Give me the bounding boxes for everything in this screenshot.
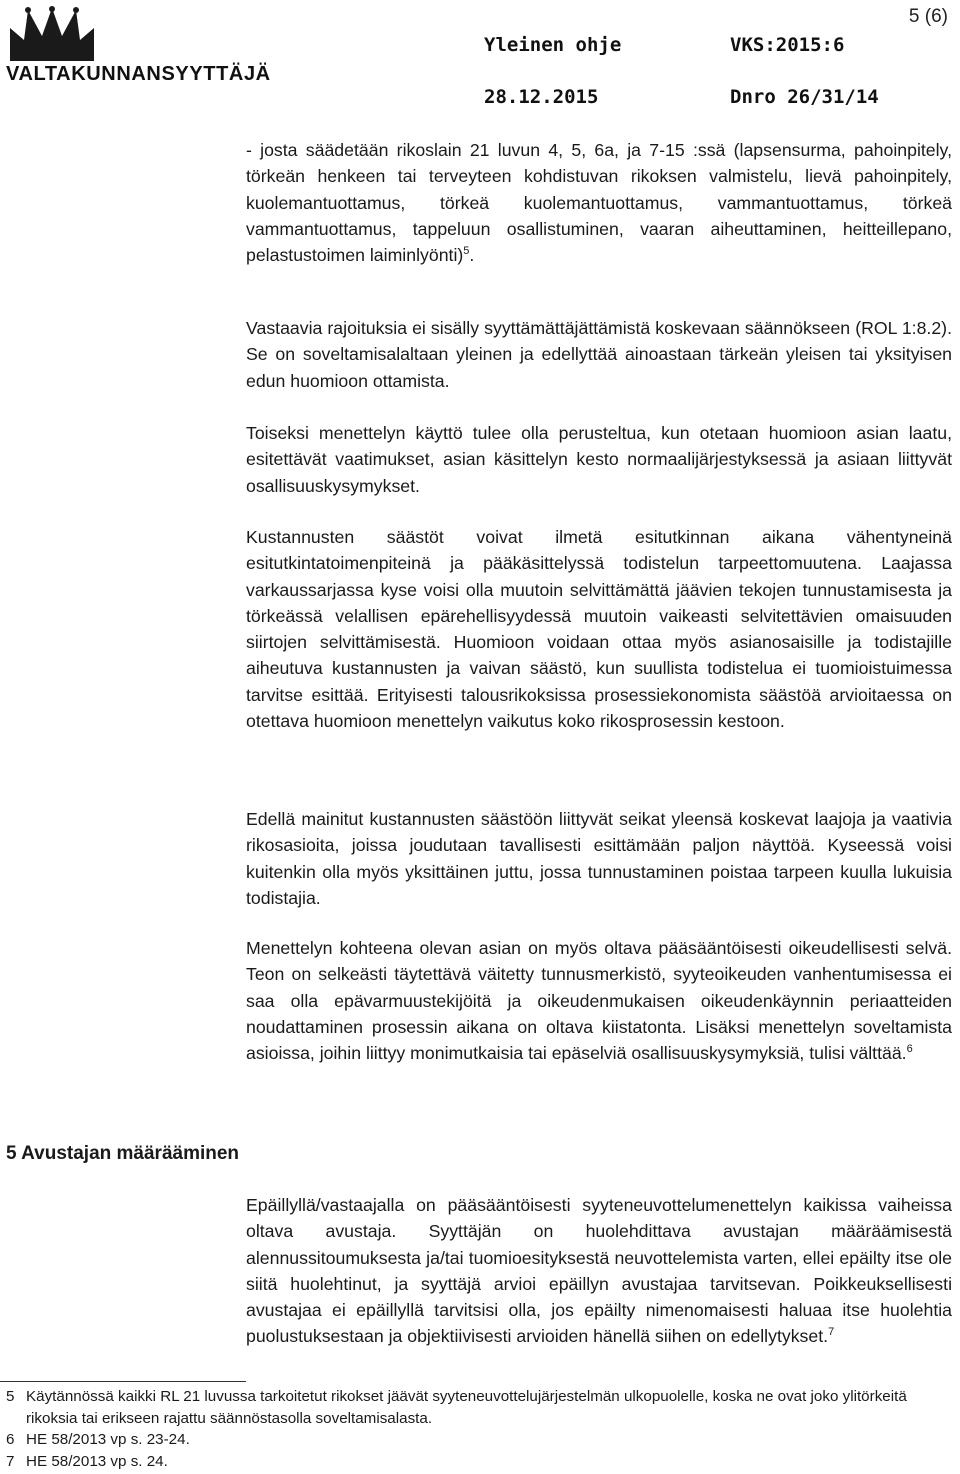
footnote-number: 5 bbox=[6, 1388, 15, 1405]
paragraph-counsel bbox=[246, 1192, 952, 1350]
footnote-ref: 7 bbox=[828, 1326, 835, 1339]
footnotes bbox=[6, 1386, 954, 1472]
footnote-ref: 5 bbox=[463, 245, 470, 258]
section-heading: 5 Avustajan määrääminen bbox=[6, 1143, 240, 1164]
footnote-text: HE 58/2013 vp s. 23-24. bbox=[26, 1431, 190, 1448]
paragraph-text: Menettelyn kohteena olevan asian on myös oltava pääsääntöisesti oikeudellisesti selvä. Teon on selkeästi täytettävä väitetty tunnusmerkistö, syyteoikeuden vanhentumisessa ei saa olla epävarmuustekijöitä ja oikeudenmukaisen oikeudenkäynnin periaatteiden noudattaminen prosessin aikana on oltava kiistatonta. Lisäksi menettelyn soveltamista asioissa, joihin liittyy monimutkaisia tai epäselviä osallisuuskysymyksiä, tulisi välttää. bbox=[246, 938, 952, 1064]
footnote-ref: 6 bbox=[906, 1043, 913, 1056]
paragraph-text: Vastaavia rajoituksia ei sisälly syyttämättäjättämistä koskevaan säännökseen (ROL 1:8.2). Se on soveltamisalaltaan yleinen ja edellyttää ainoastaan tärkeän yleisen tai yksityisen edun huomioon ottamista. bbox=[246, 318, 952, 391]
footnote-number: 6 bbox=[6, 1431, 15, 1448]
footnote-text: HE 58/2013 vp s. 24. bbox=[26, 1452, 168, 1470]
footnote-divider bbox=[0, 1381, 246, 1382]
organization-logo-text: VALTAKUNNANSYYTTÄJÄ bbox=[6, 63, 271, 85]
paragraph-text: Edellä mainitut kustannusten säästöön liittyvät seikat yleensä koskevat laajoja ja vaativia rikosasioita, joissa joudutaan tavallisesti esittämään paljon näyttöä. Kyseessä voisi kuitenkin olla myös yksittäinen juttu, jossa tunnustaminen poistaa tarpeen kuulla lukuisia todistajia. bbox=[246, 809, 952, 908]
paragraph-justification bbox=[246, 420, 952, 499]
footnote-item bbox=[6, 1429, 954, 1451]
crown-logo-icon bbox=[6, 6, 98, 62]
page-number: 5 (6) bbox=[908, 6, 948, 27]
paragraph-legal-clarity bbox=[246, 935, 952, 1066]
doc-type: Yleinen ohje bbox=[484, 34, 622, 56]
footnote-number: 7 bbox=[6, 1452, 15, 1470]
paragraph-large-cases bbox=[246, 806, 952, 911]
paragraph-text: - josta säädetään rikoslain 21 luvun 4, 5, 6a, ja 7-15 :ssä (lapsensurma, pahoinpitely, törkeän henkeen tai terveyteen kohdistuvan rikoksen valmistelu, lievä pahoinpitely, kuolemantuottamus, törkeä kuolemantuottamus, vammantuottamus, törkeä vammantuottamus, tappeluun osallistuminen, vaaran aiheuttaminen, heitteillepano, pelastustoimen laiminlyönti) bbox=[246, 140, 952, 266]
paragraph-no-restrictions bbox=[246, 315, 952, 394]
paragraph-text: Toiseksi menettelyn käyttö tulee olla perusteltua, kun otetaan huomioon asian laatu, esitettävät vaatimukset, asian käsittelyn kesto normaalijärjestyksessä ja asiaan liittyvät osallisuuskysymykset. bbox=[246, 423, 952, 496]
footnote-item bbox=[6, 1386, 954, 1429]
doc-date: 28.12.2015 bbox=[484, 86, 599, 108]
paragraph-cost-savings bbox=[246, 524, 952, 734]
paragraph-end: . bbox=[469, 245, 475, 266]
doc-code: VKS:2015:6 bbox=[730, 34, 845, 56]
paragraph-exclusions bbox=[246, 137, 952, 268]
footnote-item bbox=[6, 1451, 954, 1473]
doc-dnro: Dnro 26/31/14 bbox=[730, 86, 879, 108]
footnote-text: Käytännössä kaikki RL 21 luvussa tarkoitetut rikokset jäävät syyteneuvottelujärjestelmän ulkopuolelle, koska ne ovat joko ylitörkeitä rikoksia tai erikseen rajattu säännöstasolla soveltamisalasta. bbox=[26, 1388, 907, 1427]
paragraph-text: Epäillyllä/vastaajalla on pääsääntöisesti syyteneuvottelumenettelyn kaikissa vaiheissa oltava avustaja. Syyttäjän on huolehdittava avustajan määräämisestä alennussitoumuksesta ja/tai tuomioesityksestä neuvottelemista varten, ellei epäilty itse ole siitä huolehtinut, ja syyttäjä arvioi epäillyn avustajaa tarvitsevan. Poikkeuksellisesti avustajaa ei epäillyllä tarvitsisi olla, jos epäilty nimenomaisesti haluaa itse huolehtia puolustuksestaan ja objektiivisesti arvioiden hänellä siihen on edellytykset. bbox=[246, 1195, 952, 1347]
paragraph-text: Kustannusten säästöt voivat ilmetä esitutkinnan aikana vähentyneinä esitutkintatoimenpiteinä ja pääkäsittelyssä todistelun tarpeettomuutena. Laajassa varkaussarjassa kyse voisi olla muutoin selvittämättä jäävien tekojen tunnustamisesta ja törkeässä velallisen epärehellisyydessä muutoin vaikeasti selvitettävien omaisuuden siirtojen selvittämisestä. Huomioon voidaan ottaa myös asianosaisille ja todistajille aiheutuva kustannusten ja vaivan säästö, kun suullista todistelua ei tuomioistuimessa tarvitse esittää. Erityisesti talousrikoksissa prosessiekonomista säästöä arvioitaessa on otettava huomioon menettelyn vaikutus koko rikosprosessin kestoon. bbox=[246, 527, 952, 732]
